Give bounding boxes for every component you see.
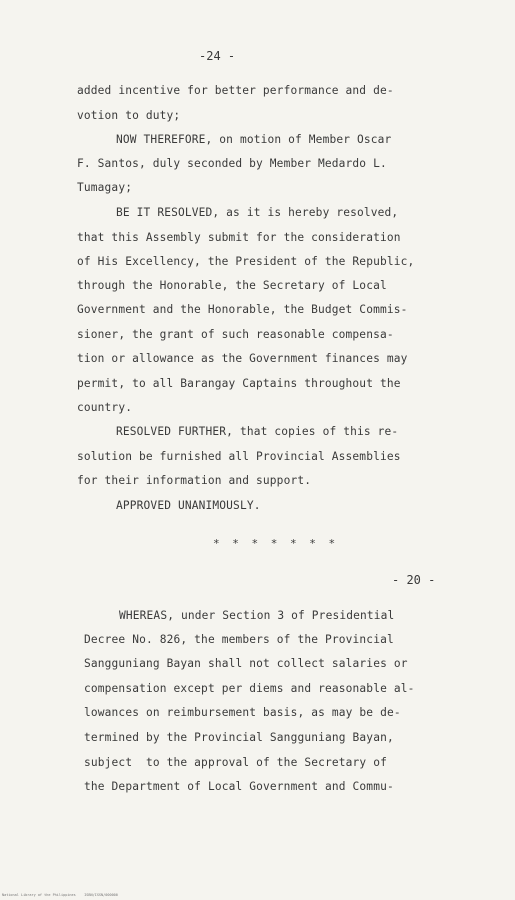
text-line: Tumagay; [77, 181, 133, 194]
text-line: WHEREAS, under Section 3 of Presidential [119, 609, 395, 622]
text-line: through the Honorable, the Secretary of Local [77, 279, 387, 292]
text-line: country. [77, 401, 133, 414]
text-line: of His Excellency, the President of the Republic, [77, 255, 415, 268]
text-line: Sangguniang Bayan shall not collect salaries or [84, 657, 408, 670]
text-line: Decree No. 826, the members of the Provincial [84, 633, 394, 646]
text-line: lowances on reimbursement basis, as may be de- [84, 706, 401, 719]
text-line: termined by the Provincial Sangguniang Bayan, [84, 731, 394, 744]
text-line: APPROVED UNANIMOUSLY. [116, 499, 261, 512]
text-line: for their information and support. [77, 474, 312, 487]
text-line: tion or allowance as the Government finances may [77, 352, 408, 365]
footer-watermark: National Library of the Philippines ISBN/ISSN/000000 [2, 893, 118, 897]
text-line: that this Assembly submit for the consideration [77, 231, 401, 244]
text-line: NOW THEREFORE, on motion of Member Oscar [116, 133, 392, 146]
text-line: sioner, the grant of such reasonable compensa- [77, 328, 394, 341]
page-number-top: -24 - [199, 49, 236, 63]
text-line: Government and the Honorable, the Budget Commis- [77, 303, 408, 316]
text-line: BE IT RESOLVED, as it is hereby resolved, [116, 206, 399, 219]
text-line: the Department of Local Government and Commu- [84, 780, 394, 793]
text-line: RESOLVED FURTHER, that copies of this re- [116, 425, 399, 438]
section-separator-stars: * * * * * * * [213, 537, 339, 550]
text-line: permit, to all Barangay Captains throughout the [77, 377, 401, 390]
page-number-mid: - 20 - [392, 573, 436, 587]
text-line: added incentive for better performance and de- [77, 84, 394, 97]
text-line: votion to duty; [77, 109, 181, 122]
text-line: F. Santos, duly seconded by Member Medardo L. [77, 157, 387, 170]
text-line: subject to the approval of the Secretary of [84, 756, 387, 769]
text-line: solution be furnished all Provincial Assemblies [77, 450, 401, 463]
text-line: compensation except per diems and reasonable al- [84, 682, 415, 695]
